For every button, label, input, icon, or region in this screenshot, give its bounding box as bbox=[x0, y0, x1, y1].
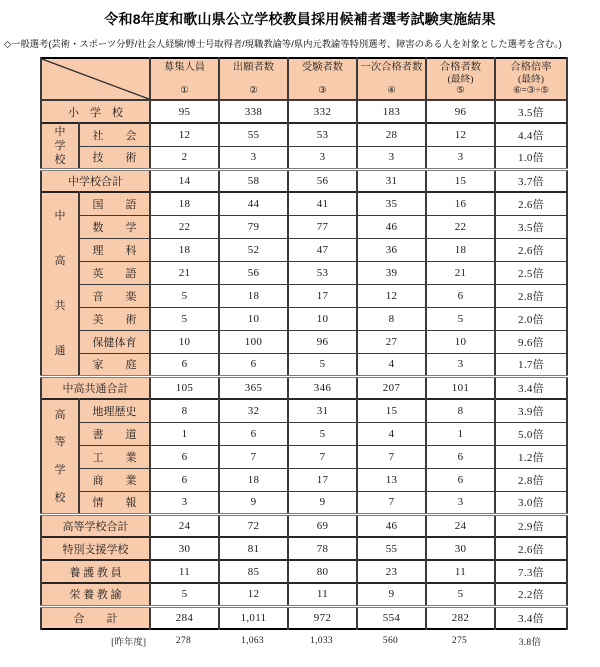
row-label-cell: 養 護 教 員 bbox=[41, 560, 150, 583]
value-cell: 10 bbox=[288, 307, 357, 330]
col-header-label: 一次合格者数 bbox=[360, 62, 423, 73]
value-cell: 30 bbox=[150, 537, 219, 560]
value-cell: 15 bbox=[426, 169, 495, 192]
value-cell: 2.6倍 bbox=[495, 192, 567, 215]
row-label-cell: 国 語 bbox=[79, 192, 150, 215]
col-header-num: ⑥=③÷⑤ bbox=[512, 86, 550, 96]
value-cell: 44 bbox=[219, 192, 288, 215]
value-cell: 96 bbox=[426, 100, 495, 123]
row-label-cell: 地理歴史 bbox=[79, 399, 150, 422]
value-cell: 8 bbox=[357, 307, 426, 330]
row-label-cell: 数 学 bbox=[79, 215, 150, 238]
table-row bbox=[41, 606, 567, 629]
value-cell: 18 bbox=[150, 192, 219, 215]
value-cell: 11 bbox=[288, 583, 357, 606]
value-cell: 7 bbox=[357, 445, 426, 468]
value-cell: 3 bbox=[288, 146, 357, 169]
value-cell: 3.0倍 bbox=[495, 491, 567, 514]
value-cell: 3 bbox=[150, 491, 219, 514]
table-row bbox=[41, 192, 567, 215]
value-cell: 2 bbox=[150, 146, 219, 169]
group-label-char: 校 bbox=[54, 491, 66, 504]
previous-year-label: [昨年度] bbox=[111, 638, 146, 648]
value-cell: 3 bbox=[426, 353, 495, 376]
value-cell: 6 bbox=[426, 468, 495, 491]
value-cell: 12 bbox=[219, 583, 288, 606]
value-cell: 2.9倍 bbox=[495, 514, 567, 537]
value-cell: 79 bbox=[219, 215, 288, 238]
group-label bbox=[42, 125, 78, 167]
row-label-cell: 技 術 bbox=[79, 146, 150, 169]
value-cell: 21 bbox=[150, 261, 219, 284]
value-cell: 22 bbox=[426, 215, 495, 238]
previous-year-value: 1,033 bbox=[310, 636, 333, 646]
previous-year-row bbox=[40, 633, 566, 649]
value-cell: 69 bbox=[288, 514, 357, 537]
value-cell: 5 bbox=[150, 583, 219, 606]
group-label-char: 学 bbox=[54, 139, 66, 152]
value-cell: 101 bbox=[426, 376, 495, 399]
value-cell: 10 bbox=[150, 330, 219, 353]
value-cell: 58 bbox=[219, 169, 288, 192]
group-label bbox=[42, 194, 78, 374]
table-header bbox=[41, 58, 567, 100]
value-cell: 332 bbox=[288, 100, 357, 123]
value-cell: 4 bbox=[357, 353, 426, 376]
col-header-first-pass bbox=[357, 58, 426, 100]
value-cell: 18 bbox=[150, 238, 219, 261]
value-cell: 1 bbox=[150, 422, 219, 445]
value-cell: 22 bbox=[150, 215, 219, 238]
value-cell: 183 bbox=[357, 100, 426, 123]
table-row bbox=[41, 399, 567, 422]
value-cell: 7.3倍 bbox=[495, 560, 567, 583]
diagonal-corner-cell bbox=[41, 58, 150, 100]
col-header-num: ② bbox=[249, 86, 258, 96]
value-cell: 8 bbox=[426, 399, 495, 422]
row-label-cell: 社 会 bbox=[79, 123, 150, 146]
table-row bbox=[41, 422, 567, 445]
value-cell: 18 bbox=[219, 468, 288, 491]
value-cell: 24 bbox=[426, 514, 495, 537]
value-cell: 10 bbox=[426, 330, 495, 353]
value-cell: 5 bbox=[150, 307, 219, 330]
value-cell: 14 bbox=[150, 169, 219, 192]
col-header-label: 合格者数 bbox=[439, 62, 482, 73]
value-cell: 6 bbox=[150, 445, 219, 468]
value-cell: 47 bbox=[288, 238, 357, 261]
value-cell: 39 bbox=[357, 261, 426, 284]
value-cell: 7 bbox=[288, 445, 357, 468]
value-cell: 27 bbox=[357, 330, 426, 353]
col-header-num: ③ bbox=[318, 86, 327, 96]
col-header-num: ④ bbox=[387, 86, 396, 96]
value-cell: 5 bbox=[288, 422, 357, 445]
col-header-label: 出願者数 bbox=[232, 62, 275, 73]
row-label-cell: 保健体育 bbox=[79, 330, 150, 353]
group-label-char: 校 bbox=[54, 153, 66, 166]
row-label-cell: 中学校合計 bbox=[41, 169, 150, 192]
previous-year-value: 560 bbox=[382, 636, 399, 646]
value-cell: 338 bbox=[219, 100, 288, 123]
row-label-cell: 英 語 bbox=[79, 261, 150, 284]
value-cell: 28 bbox=[357, 123, 426, 146]
value-cell: 2.0倍 bbox=[495, 307, 567, 330]
col-header-num: ⑤ bbox=[456, 86, 465, 96]
value-cell: 32 bbox=[219, 399, 288, 422]
table-row bbox=[41, 514, 567, 537]
value-cell: 1 bbox=[426, 422, 495, 445]
table-body bbox=[41, 100, 567, 629]
previous-year-value: 1,063 bbox=[241, 636, 264, 646]
row-label-cell: 理 科 bbox=[79, 238, 150, 261]
value-cell: 3.5倍 bbox=[495, 100, 567, 123]
table-row bbox=[41, 307, 567, 330]
value-cell: 3 bbox=[357, 146, 426, 169]
row-label-cell: 小 学 校 bbox=[41, 100, 150, 123]
table-row bbox=[41, 445, 567, 468]
value-cell: 3.5倍 bbox=[495, 215, 567, 238]
table-row bbox=[41, 376, 567, 399]
value-cell: 96 bbox=[288, 330, 357, 353]
value-cell: 77 bbox=[288, 215, 357, 238]
value-cell: 5 bbox=[288, 353, 357, 376]
col-header-recruited bbox=[150, 58, 219, 100]
value-cell: 56 bbox=[219, 261, 288, 284]
value-cell: 4.4倍 bbox=[495, 123, 567, 146]
value-cell: 16 bbox=[426, 192, 495, 215]
group-label-char: 中 bbox=[54, 210, 66, 223]
value-cell: 1,011 bbox=[219, 606, 288, 629]
table-row bbox=[41, 537, 567, 560]
value-cell: 6 bbox=[219, 353, 288, 376]
value-cell: 3 bbox=[426, 146, 495, 169]
page-title: 令和8年度和歌山県公立学校教員採用候補者選考試験実施結果 bbox=[104, 11, 496, 27]
table-row bbox=[41, 284, 567, 307]
value-cell: 72 bbox=[219, 514, 288, 537]
group-cell bbox=[41, 192, 79, 376]
value-cell: 17 bbox=[288, 284, 357, 307]
value-cell: 2.5倍 bbox=[495, 261, 567, 284]
value-cell: 972 bbox=[288, 606, 357, 629]
row-label-cell: 美 術 bbox=[79, 307, 150, 330]
diagonal-line bbox=[42, 59, 149, 99]
value-cell: 5 bbox=[426, 583, 495, 606]
value-cell: 2.2倍 bbox=[495, 583, 567, 606]
table-row bbox=[41, 100, 567, 123]
value-cell: 2.8倍 bbox=[495, 284, 567, 307]
value-cell: 12 bbox=[150, 123, 219, 146]
header-row bbox=[41, 58, 567, 100]
value-cell: 23 bbox=[357, 560, 426, 583]
value-cell: 6 bbox=[219, 422, 288, 445]
table-row bbox=[41, 146, 567, 169]
group-label-char: 共 bbox=[54, 300, 66, 313]
value-cell: 9 bbox=[288, 491, 357, 514]
col-header-num: ① bbox=[180, 86, 189, 96]
col-header-label: 募集人員 bbox=[163, 62, 206, 73]
value-cell: 3 bbox=[219, 146, 288, 169]
table-row bbox=[41, 330, 567, 353]
table-row bbox=[41, 123, 567, 146]
value-cell: 52 bbox=[219, 238, 288, 261]
value-cell: 85 bbox=[219, 560, 288, 583]
value-cell: 11 bbox=[150, 560, 219, 583]
value-cell: 12 bbox=[357, 284, 426, 307]
value-cell: 56 bbox=[288, 169, 357, 192]
value-cell: 6 bbox=[150, 353, 219, 376]
value-cell: 81 bbox=[219, 537, 288, 560]
value-cell: 9 bbox=[357, 583, 426, 606]
value-cell: 1.2倍 bbox=[495, 445, 567, 468]
value-cell: 3 bbox=[426, 491, 495, 514]
value-cell: 41 bbox=[288, 192, 357, 215]
value-cell: 3.4倍 bbox=[495, 376, 567, 399]
row-label-cell: 工 業 bbox=[79, 445, 150, 468]
previous-year-value: 278 bbox=[175, 636, 192, 646]
previous-year-value: 3.8倍 bbox=[518, 638, 542, 648]
value-cell: 5 bbox=[426, 307, 495, 330]
value-cell: 53 bbox=[288, 261, 357, 284]
value-cell: 10 bbox=[219, 307, 288, 330]
col-header-applicants bbox=[219, 58, 288, 100]
value-cell: 24 bbox=[150, 514, 219, 537]
table-row bbox=[41, 560, 567, 583]
value-cell: 12 bbox=[426, 123, 495, 146]
value-cell: 80 bbox=[288, 560, 357, 583]
col-header-examinees bbox=[288, 58, 357, 100]
value-cell: 17 bbox=[288, 468, 357, 491]
value-cell: 55 bbox=[219, 123, 288, 146]
row-label-cell: 書 道 bbox=[79, 422, 150, 445]
value-cell: 6 bbox=[150, 468, 219, 491]
group-label-char: 通 bbox=[54, 345, 66, 358]
value-cell: 13 bbox=[357, 468, 426, 491]
value-cell: 18 bbox=[426, 238, 495, 261]
table-row bbox=[41, 353, 567, 376]
group-label-char: 高 bbox=[54, 255, 66, 268]
col-header-label: 受験者数 bbox=[301, 62, 344, 73]
value-cell: 18 bbox=[219, 284, 288, 307]
value-cell: 2.6倍 bbox=[495, 537, 567, 560]
row-label-cell: 家 庭 bbox=[79, 353, 150, 376]
value-cell: 100 bbox=[219, 330, 288, 353]
value-cell: 282 bbox=[426, 606, 495, 629]
value-cell: 31 bbox=[288, 399, 357, 422]
value-cell: 5.0倍 bbox=[495, 422, 567, 445]
value-cell: 78 bbox=[288, 537, 357, 560]
value-cell: 2.6倍 bbox=[495, 238, 567, 261]
group-label-char: 等 bbox=[54, 436, 66, 449]
col-header-ratio bbox=[495, 58, 567, 100]
row-label-cell: 栄 養 教 諭 bbox=[41, 583, 150, 606]
previous-year-value: 275 bbox=[451, 636, 468, 646]
table-row bbox=[41, 169, 567, 192]
group-label-char: 学 bbox=[54, 464, 66, 477]
group-label bbox=[42, 401, 78, 512]
value-cell: 7 bbox=[357, 491, 426, 514]
value-cell: 6 bbox=[426, 445, 495, 468]
row-label-cell: 合 計 bbox=[41, 606, 150, 629]
group-cell bbox=[41, 399, 79, 514]
table-row bbox=[41, 215, 567, 238]
table-row bbox=[41, 261, 567, 284]
value-cell: 21 bbox=[426, 261, 495, 284]
value-cell: 3.9倍 bbox=[495, 399, 567, 422]
value-cell: 5 bbox=[150, 284, 219, 307]
group-cell bbox=[41, 123, 79, 169]
value-cell: 8 bbox=[150, 399, 219, 422]
value-cell: 46 bbox=[357, 215, 426, 238]
row-label-cell: 中高共通合計 bbox=[41, 376, 150, 399]
value-cell: 554 bbox=[357, 606, 426, 629]
value-cell: 30 bbox=[426, 537, 495, 560]
value-cell: 365 bbox=[219, 376, 288, 399]
value-cell: 6 bbox=[426, 284, 495, 307]
value-cell: 207 bbox=[357, 376, 426, 399]
value-cell: 2.8倍 bbox=[495, 468, 567, 491]
value-cell: 3.4倍 bbox=[495, 606, 567, 629]
value-cell: 95 bbox=[150, 100, 219, 123]
row-label-cell: 特別支援学校 bbox=[41, 537, 150, 560]
col-header-sub: (最終) bbox=[517, 74, 545, 85]
value-cell: 3.7倍 bbox=[495, 169, 567, 192]
col-header-final-pass bbox=[426, 58, 495, 100]
value-cell: 9 bbox=[219, 491, 288, 514]
value-cell: 46 bbox=[357, 514, 426, 537]
value-cell: 105 bbox=[150, 376, 219, 399]
row-label-cell: 情 報 bbox=[79, 491, 150, 514]
value-cell: 9.6倍 bbox=[495, 330, 567, 353]
group-label-char: 高 bbox=[54, 408, 66, 421]
value-cell: 53 bbox=[288, 123, 357, 146]
value-cell: 284 bbox=[150, 606, 219, 629]
table-row bbox=[41, 238, 567, 261]
row-label-cell: 音 楽 bbox=[79, 284, 150, 307]
table-row bbox=[41, 583, 567, 606]
table-row bbox=[41, 491, 567, 514]
results-table bbox=[40, 57, 568, 630]
page-subtitle: ◇一般選考(芸術・スポーツ分野/社会人経験/博士号取得者/現職教諭等/県内元教諭等特別選考、障害のある人を対象とした選考を含む。) bbox=[4, 39, 562, 49]
value-cell: 7 bbox=[219, 445, 288, 468]
row-label-cell: 商 業 bbox=[79, 468, 150, 491]
value-cell: 31 bbox=[357, 169, 426, 192]
value-cell: 1.7倍 bbox=[495, 353, 567, 376]
value-cell: 36 bbox=[357, 238, 426, 261]
value-cell: 55 bbox=[357, 537, 426, 560]
table-row bbox=[41, 468, 567, 491]
value-cell: 346 bbox=[288, 376, 357, 399]
value-cell: 1.0倍 bbox=[495, 146, 567, 169]
group-label-char: 中 bbox=[54, 125, 66, 138]
value-cell: 4 bbox=[357, 422, 426, 445]
value-cell: 35 bbox=[357, 192, 426, 215]
col-header-label: 合格倍率 bbox=[510, 62, 552, 73]
value-cell: 15 bbox=[357, 399, 426, 422]
col-header-sub: (最終) bbox=[447, 74, 474, 85]
row-label-cell: 高等学校合計 bbox=[41, 514, 150, 537]
value-cell: 11 bbox=[426, 560, 495, 583]
